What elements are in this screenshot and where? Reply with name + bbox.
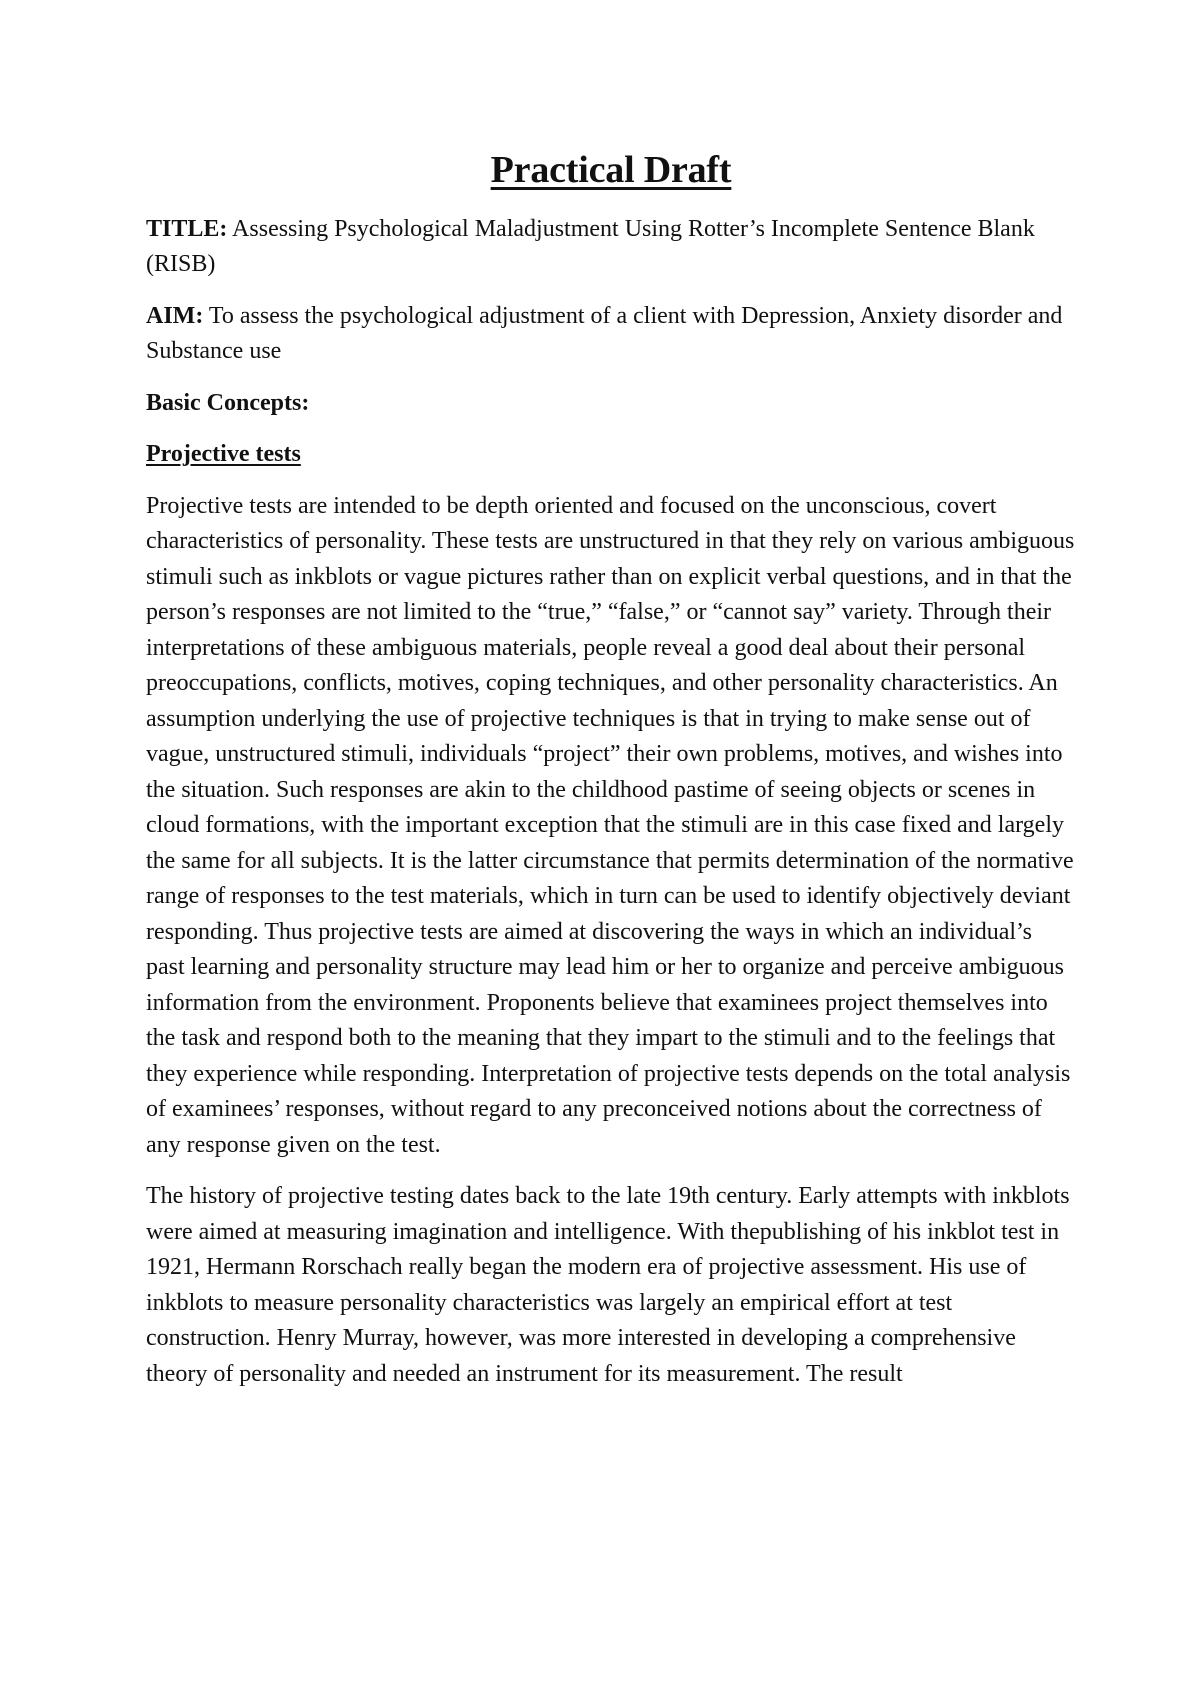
body-paragraph: Projective tests are intended to be depth oriented and focused on the unconscious, covert characteristics of personality. These tests are unstructured in that they rely on various ambiguous stimuli such as inkblots or vague pictures rather than on explicit verbal questions, and in that the person’s responses are not limited to the “true,” “false,” or “cannot say” variety. Through their interpretations of these ambiguous materials, people reveal a good deal about their personal preoccupations, conflicts, motives, coping techniques, and other personality characteristics. An assumption underlying the use of projective techniques is that in trying to make sense out of vague, unstructured stimuli, individuals “project” their own problems, motives, and wishes into the situation. Such responses are akin to the childhood pastime of seeing objects or scenes in cloud formations, with the important exception that the stimuli are in this case fixed and largely the same for all subjects. It is the latter circumstance that permits determination of the normative range of responses to the test materials, which in turn can be used to identify objectively deviant responding. Thus projective tests are aimed at discovering the ways in which an individual’s past learning and personality structure may lead him or her to organize and perceive ambiguous information from the environment. Proponents believe that examinees project themselves into the task and respond both to the meaning that they impart to the stimuli and to the feelings that they experience while responding. Interpretation of projective tests depends on the total analysis of examinees’ responses, without regard to any preconceived notions about the correctness of any response given on the test. <box>146 492 1075 1158</box>
basic-concepts-heading: Basic Concepts: <box>146 389 310 416</box>
aim-label: AIM: <box>146 302 204 329</box>
document-body <box>146 148 1076 1408</box>
document-title: Practical Draft <box>490 149 732 191</box>
title-text: Assessing Psychological Maladjustment Using Rotter’s Incomplete Sentence Blank (RISB) <box>146 215 1035 278</box>
title-label: TITLE: <box>146 215 228 242</box>
aim-field <box>146 299 1076 370</box>
title-field <box>146 212 1076 283</box>
projective-tests-heading: Projective tests <box>146 441 301 468</box>
aim-text: To assess the psychological adjustment of a client with Depression, Anxiety disorder and Substance use <box>146 302 1063 365</box>
body-paragraph: The history of projective testing dates back to the late 19th century. Early attempts with inkblots were aimed at measuring imagination and intelligence. With thepublishing of his inkblot test in 1921, Hermann Rorschach really began the modern era of projective assessment. His use of inkblots to measure personality characteristics was largely an empirical effort at test construction. Henry Murray, however, was more interested in developing a comprehensive theory of personality and needed an instrument for its measurement. The result <box>146 1183 1070 1387</box>
